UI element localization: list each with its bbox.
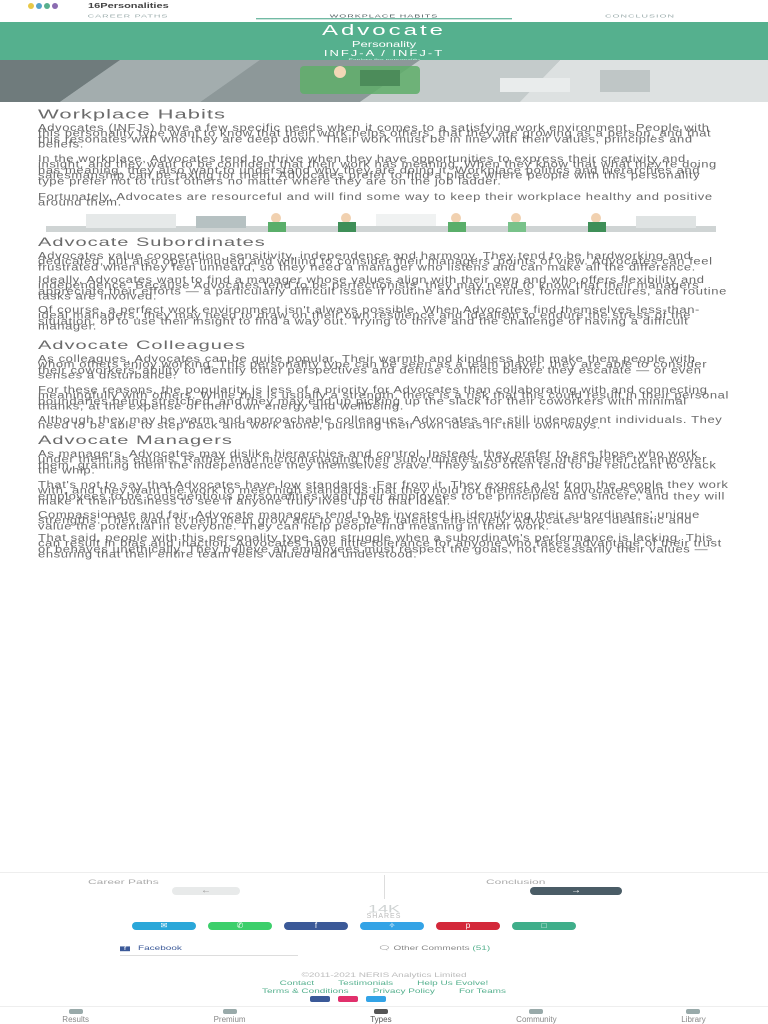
other-comments-count: (51) (472, 945, 491, 952)
nav-results[interactable] (62, 1007, 89, 1024)
hero-subtitle: Personality (351, 40, 417, 49)
premium-icon (223, 1009, 237, 1014)
other-comments-label: Other Comments (393, 945, 470, 952)
prev-chapter-label[interactable]: Career Paths (88, 878, 159, 886)
footer-links (0, 982, 768, 987)
library-icon (686, 1009, 700, 1014)
section-heading-workplace-habits: Workplace Habits (38, 106, 226, 122)
chapter-pager (0, 872, 768, 900)
hero-title: Advocate (321, 22, 447, 39)
tab-career-paths[interactable]: CAREER PATHS (87, 13, 169, 19)
team-illustration (46, 210, 716, 234)
paragraph: Compassionate and fair, Advocate managers tend to be invested in identifying their subordinates' unique strengths. They want to help them grow and to use their talents effectively. Advocates are idealistic and value the potential in everyone. They can help people find meaning in their work. (38, 509, 700, 532)
paragraph: In the workplace, Advocates tend to thrive when they have opportunities to express their creativity and insight, and they want to be confident that their work has meaning. When they know that what they're doing has meaning, they also want to understand why they are doing it. Workplace politics and hierarchies and salesmanship can be taxing for them. Advocates prefer to find a place where people with this personality type prefer not to trust others no matter where they are on the job ladder. (38, 152, 717, 187)
share-email-button[interactable]: ✉ (132, 922, 196, 930)
tab-underline (120, 955, 298, 956)
hero-illustration (0, 60, 768, 102)
footer-link-contact[interactable]: Contact (279, 980, 315, 987)
share-counter (0, 904, 768, 919)
next-chapter-label[interactable]: Conclusion (486, 878, 546, 886)
share-twitter-button[interactable]: ✧ (360, 922, 424, 930)
nav-label: Library (681, 1015, 706, 1024)
section-heading-colleagues: Advocate Colleagues (38, 338, 247, 352)
facebook-icon[interactable] (310, 996, 330, 1002)
paragraph: That said, people with this personality type can struggle when a subordinate's performance is lacking. This can result in bias and inaction. Advocates have little tolerance for anyone who takes advantage of their trust or behaves unethically. They believe all employees must respect the goals, not necessarily their values — ensuring that their entire team feels valued and understood. (38, 532, 722, 561)
share-whatsapp-button[interactable]: ✆ (208, 922, 272, 930)
footer-links-legal (0, 990, 768, 995)
paragraph: That's not to say that Advocates have low standards. Far from it. They expect a lot from the people they work with, and they want the work to meet high standards that they hold for themselves. Advocates want employees to be conscientious personalities want their employees to be principled and sincere, and they will make it their business to see if anyone truly lives up to that ideal. (38, 478, 729, 507)
nav-types[interactable] (370, 1007, 391, 1024)
instagram-icon[interactable] (338, 996, 358, 1002)
footer-link-testimonials[interactable]: Testimonials (338, 980, 394, 987)
facebook-comments-tab[interactable] (120, 945, 182, 952)
share-count: 14K (367, 903, 401, 915)
paragraph: As managers, Advocates may dislike hierarchies and control. Instead, they prefer to see those who work under them as equals. Rather than micromanaging their subordinates, Advocates often prefer to empower them, granting them the independence they themselves crave. They also often tend to be reluctant to crack the whip. (38, 448, 717, 476)
paragraph: As colleagues, Advocates can be quite popular. Their warmth and kindness both make them people with whom others enjoy working. This personality type can be seen as a team player, they are able to consider their coworkers' ability to identify other perspectives and defuse conflicts before they escalate — or even senses a disturbance. (38, 352, 708, 381)
section-heading-subordinates: Advocate Subordinates (38, 236, 266, 250)
nav-label: Types (370, 1015, 392, 1024)
nav-label: Results (62, 1015, 89, 1024)
tab-workplace-habits[interactable]: WORKPLACE HABITS (256, 13, 512, 20)
comments-bar (0, 943, 768, 955)
hero-type-code: INFJ-A / INFJ-T (323, 49, 445, 58)
share-copy-button[interactable]: □ (512, 922, 576, 930)
next-chapter-button[interactable]: → (530, 887, 622, 895)
social-links (310, 996, 386, 1002)
paragraph: Although they may be warm and approachable colleagues, Advocates are still independent individuals. They need to be able to step back and work alone, pursuing their own ideas in their own ways. (38, 414, 723, 431)
paragraph: Ideally, Advocates want to find a manager whose values align with their own and who offers flexibility and independence. Because Advocates tend to be perfectionists, they may need to know that their managers appreciate their efforts — a particularly difficult issue if routine and strict rules, formal structures, and routine tasks are involved. (38, 273, 727, 302)
brand-name[interactable]: 16Personalities (88, 1, 169, 11)
site-footer (0, 972, 768, 996)
footer-link-privacy[interactable]: Privacy Policy (372, 988, 435, 995)
share-facebook-button[interactable]: f (284, 922, 348, 930)
comment-icon: 🗨 (378, 945, 391, 952)
footer-link-terms[interactable]: Terms & Conditions (261, 988, 349, 995)
copyright: ©2011-2021 NERIS Analytics Limited (301, 972, 467, 979)
paragraph: For these reasons, the popularity is less of a priority for Advocates than collaborating with and connecting meaningfully with others. While this is usually a strength, there is a risk that this could result in their personal boundaries being stretched, and they may end up picking up the slack for their coworkers with minimal thanks, at the expense of their own energy and wellbeing. (38, 383, 729, 412)
nav-label: Community (516, 1015, 557, 1024)
nav-community[interactable] (516, 1007, 556, 1024)
section-heading-managers: Advocate Managers (38, 433, 233, 447)
share-pinterest-button[interactable]: p (436, 922, 500, 930)
paragraph: Advocates (INFJs) have a few specific needs when it comes to a satisfying work environment. People with this personality type want to know that their work helps others, that they are growing as a person, and that this resonates with who they are deep down. Their work must be in line with their values, principles and beliefs. (38, 122, 712, 150)
paragraph: Of course, a perfect work environment isn't always possible. When Advocates find themselves less-than-ideal managers, they may need to draw on their own resilience and idealism to endure the stress of the situation, or to use their insight to find a way out. Trying to thrive and the challenge of having a difficult manager. (38, 304, 700, 333)
share-buttons (132, 922, 576, 930)
twitter-icon[interactable] (366, 996, 386, 1002)
hero-banner (0, 22, 768, 60)
tab-conclusion[interactable]: CONCLUSION (604, 13, 675, 19)
facebook-label: Facebook (138, 945, 182, 952)
nav-label: Premium (213, 1015, 246, 1024)
footer-link-teams[interactable]: For Teams (458, 988, 506, 995)
article-body (38, 106, 730, 565)
section-tabs (0, 10, 768, 22)
paragraph: Advocates value cooperation, sensitivity, independence and harmony. They tend to be hardworking and dedicated, but also open-minded and willing to consider their managers' points of view. Advocates can feel frustrated when they feel unheard, so they need a manager who listens and can make all the difference. (38, 250, 713, 273)
facebook-icon: f (120, 946, 130, 951)
nav-premium[interactable] (214, 1007, 246, 1024)
other-comments-tab[interactable] (378, 945, 490, 952)
paragraph: Fortunately, Advocates are resourceful and will find some way to keep their workplace healthy and positive around them. (38, 190, 713, 208)
bottom-navigation (0, 1006, 768, 1024)
prev-chapter-button[interactable]: ← (172, 887, 240, 895)
footer-link-help[interactable]: Help Us Evolve! (417, 980, 489, 987)
results-icon (69, 1009, 83, 1014)
community-icon (529, 1009, 543, 1014)
pager-divider (384, 875, 385, 899)
share-label: SHARES (366, 913, 402, 920)
types-icon (374, 1009, 388, 1014)
nav-library[interactable] (681, 1007, 705, 1024)
